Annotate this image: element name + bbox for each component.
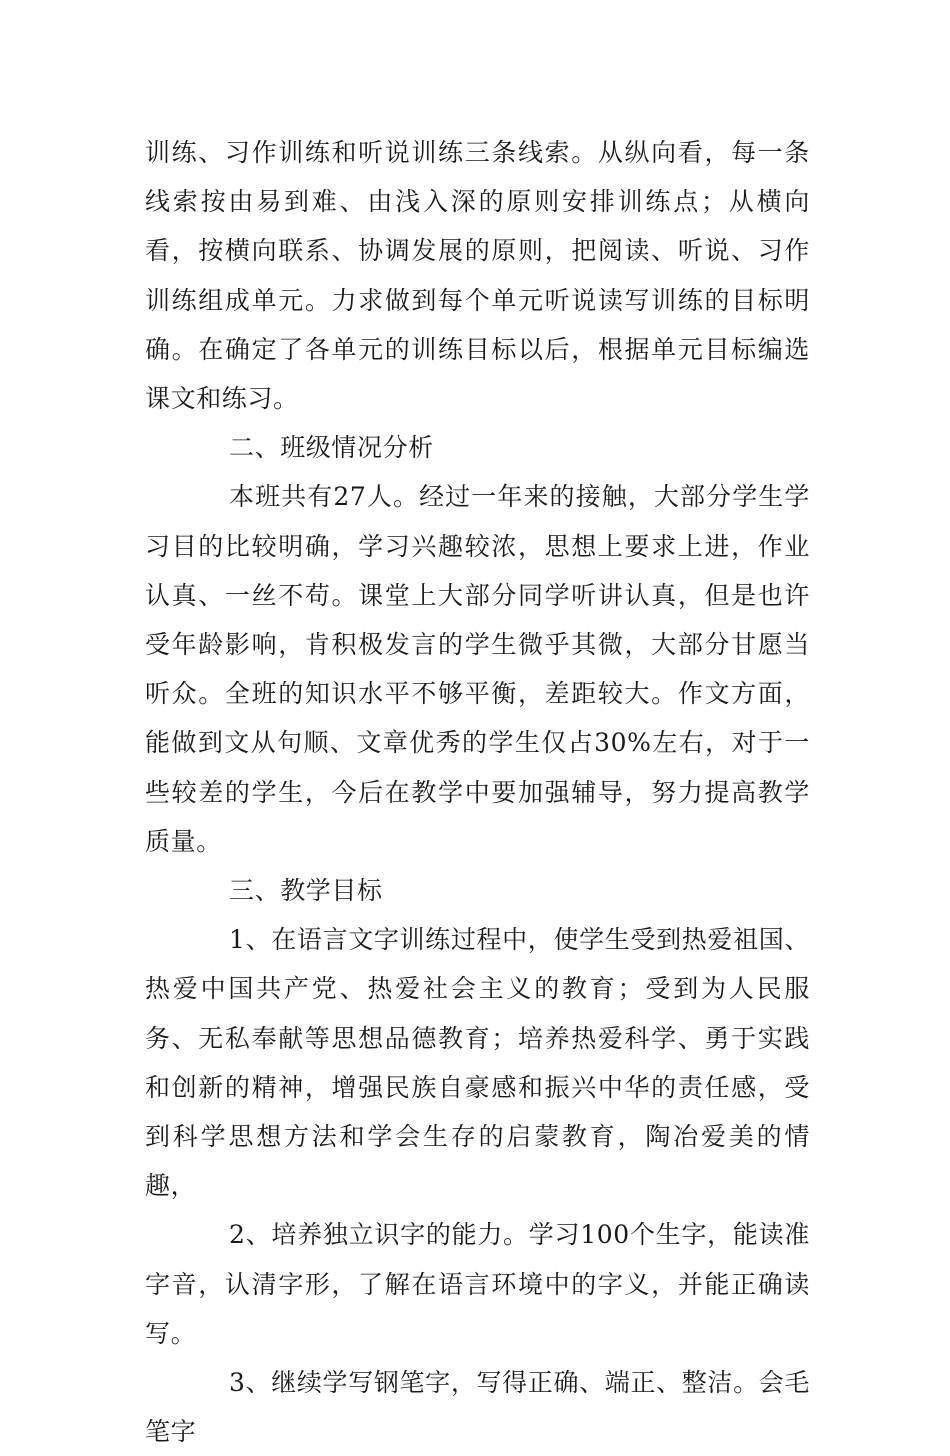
document-body xyxy=(145,128,810,1456)
section-heading-class-analysis: 二、班级情况分析 xyxy=(229,433,434,463)
list-item-goal-2: 2、培养独立识字的能力。学习100个生字，能读准字音，认清字形，了解在语言环境中的字义，并能正确读写。 xyxy=(145,1220,810,1348)
body-paragraph-continuation: 训练、习作训练和听说训练三条线索。从纵向看，每一条线索按由易到难、由浅入深的原则安排训练点；从横向看，按横向联系、协调发展的原则，把阅读、听说、习作训练组成单元。力求做到每个单元听说读写训练的目标明确。在确定了各单元的训练目标以后，根据单元目标编选课文和练习。 xyxy=(145,138,810,414)
body-paragraph-class-analysis: 本班共有27人。经过一年来的接触，大部分学生学习目的比较明确，学习兴趣较浓，思想上要求上进，作业认真、一丝不苟。课堂上大部分同学听讲认真，但是也许受年龄影响，肯积极发言的学生微乎其微，大部分甘愿当听众。全班的知识水平不够平衡，差距较大。作文方面，能做到文从句顺、文章优秀的学生仅占30%左右，对于一些较差的学生，今后在教学中要加强辅导，努力提高教学质量。 xyxy=(145,482,810,856)
list-item-goal-3: 3、继续学写钢笔字，写得正确、端正、整洁。会毛笔字 xyxy=(145,1368,810,1447)
list-item-goal-1: 1、在语言文字训练过程中，使学生受到热爱祖国、热爱中国共产党、热爱社会主义的教育；受到为人民服务、无私奉献等思想品德教育；培养热爱科学、勇于实践和创新的精神，增强民族自豪感和振兴中华的责任感，受到科学思想方法和学会生存的启蒙教育，陶冶爱美的情趣， xyxy=(145,925,810,1201)
section-heading-teaching-goals: 三、教学目标 xyxy=(229,876,383,906)
